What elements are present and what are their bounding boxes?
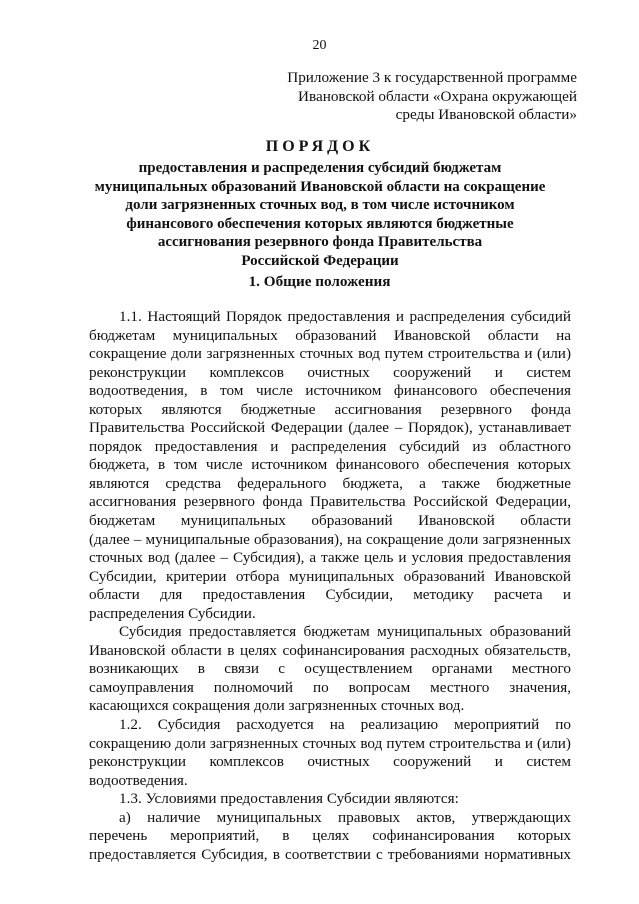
body-line: Ивановской области в целях софинансирования расходных обязательств, xyxy=(89,641,571,659)
body-line: предоставляется Субсидия, в соответствии с требованиями нормативных xyxy=(89,845,571,863)
page-number: 20 xyxy=(312,38,327,53)
document-subtitle xyxy=(70,159,570,271)
body-line: бюджета, в том числе источником финансового обеспечения которых xyxy=(89,456,571,474)
body-line: 1.3. Условиями предоставления Субсидии являются: xyxy=(119,790,459,808)
subtitle-line: финансового обеспечения которых являются бюджетные xyxy=(126,215,514,232)
body-line: самоуправления полномочий по вопросам местного значения, xyxy=(89,678,571,696)
body-line: перечень мероприятий, в целях софинансирования которых xyxy=(89,827,571,845)
subtitle-line: доли загрязненных сточных вод, в том числе источником xyxy=(125,197,515,214)
body-line: Правительства Российской Федерации (далее – Порядок), устанавливает xyxy=(89,419,571,437)
body-line: сточных вод (далее – Субсидия), а также цель и условия предоставления xyxy=(89,549,571,567)
body-line: водоотведения. xyxy=(89,771,188,789)
body-line: сокращению доли загрязненных сточных вод путем строительства и (или) xyxy=(89,734,571,752)
body-line: возникающих в связи с осуществлением органами местного xyxy=(89,660,571,678)
subtitle-line: ассигнования резервного фонда Правительства xyxy=(157,234,483,251)
appendix-line: среды Ивановской области» xyxy=(395,106,577,124)
body-line: ассигнования резервного фонда Правительства Российской Федерации, xyxy=(89,493,571,511)
body-line: (далее – муниципальные образования), на сокращение доли загрязненных xyxy=(89,530,571,548)
body-line: являются средства федерального бюджета, а также бюджетные xyxy=(89,474,571,492)
body-line: Субсидия предоставляется бюджетам муниципальных образований xyxy=(119,623,571,641)
body-line: бюджетам муниципальных образований Ивановской области на xyxy=(89,326,571,344)
document-title-block xyxy=(70,137,570,271)
body-line: 1.2. Субсидия расходуется на реализацию мероприятий по xyxy=(119,716,571,734)
body-line: реконструкции комплексов очистных сооружений и систем xyxy=(89,753,571,771)
subtitle-line: муниципальных образований Ивановской области на сокращение xyxy=(94,178,546,195)
document-title: ПОРЯДОК xyxy=(265,138,375,155)
subtitle-line: предоставления и распределения субсидий бюджетам xyxy=(138,160,502,176)
appendix-line: Приложение 3 к государственной программе xyxy=(287,69,577,86)
body-line: бюджетам муниципальных образований Ивановской области xyxy=(89,512,571,530)
body-line: реконструкции комплексов очистных сооружений и систем xyxy=(89,363,571,381)
body-line: водоотведения, в том числе источником финансового обеспечения xyxy=(89,382,571,400)
body-line: порядок предоставления и распределения субсидий из областного xyxy=(89,437,571,455)
appendix-line: Ивановской области «Охрана окружающей xyxy=(298,87,577,105)
body-line: распределения Субсидии. xyxy=(89,604,256,622)
body-line: сокращение доли загрязненных сточных вод путем строительства и (или) xyxy=(89,345,571,363)
body-text xyxy=(89,308,571,864)
body-line: касающихся сокращения доли загрязненных сточных вод. xyxy=(89,697,465,715)
body-line: 1.1. Настоящий Порядок предоставления и распределения субсидий xyxy=(119,308,571,325)
section-heading: 1. Общие положения xyxy=(248,273,391,290)
body-line: а) наличие муниципальных правовых актов, утверждающих xyxy=(119,808,571,826)
body-line: области для предоставления Субсидии, методику расчета и xyxy=(89,586,571,604)
appendix-note xyxy=(257,69,577,125)
body-line: которых являются бюджетные ассигнования резервного фонда xyxy=(89,400,571,418)
subtitle-line: Российской Федерации xyxy=(241,252,399,269)
body-line: Субсидии, критерии отбора муниципальных образований Ивановской xyxy=(89,567,571,585)
